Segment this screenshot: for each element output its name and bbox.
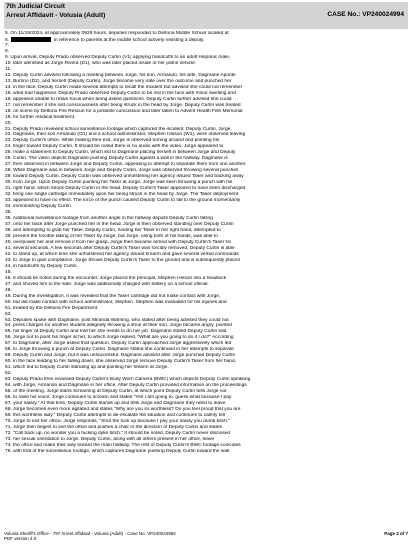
narrative-line: 36. Additional surveillance footage from another angle in the hallway depicts Deputy Curtin falling [5, 216, 213, 222]
narrative-line: 73. her sexual orientation to Jorge. Deputy Curtin, along with all others present in her office, leave [5, 436, 215, 442]
narrative-line: 57. to Dagmarie, after Jorge asked that question, Deputy Curtin approached Jorge aggressively which led [5, 341, 232, 347]
narrative-line: 54. press charges for another student allegedly throwing a shoe at their son, Jorge became angry, pointed [5, 323, 232, 329]
narrative-line: 74. the office and make their way toward the main hallway. The rest of Deputy Curtin's BWC footage coincides [5, 442, 241, 448]
narrative-line: 58. to Jorge throwing a punch at Deputy Curtin. Dagmarie stated she continued in her attempts to separate [5, 347, 234, 353]
narrative-line: 7. [5, 42, 10, 48]
narrative-line: 14. in the face. Deputy Curtin made several attempts to recall the incident but advised she could not remember [5, 84, 243, 90]
narrative-line: 72. "Call back up, no wonder you a fucking dyke bitch." It should be noted, Deputy Curtin never disclosed [5, 430, 231, 436]
redaction-block [11, 37, 51, 42]
narrative-line: 21. Deputy Prado reviewed school surveillance footage which captured the incident. Deputy Curtin, Jorge, [5, 126, 232, 132]
narrative-line: 46. It should be noted during the encounter, Jorge placed the principal, Stephen Hinson into a headlock [5, 275, 227, 281]
narrative-line: 6. in reference to parents at the middle school actively resisting a deputy. [5, 37, 205, 43]
narrative-line: 16. appeared unable to retain focus when being asked questions. Deputy Curtin further advised she could [5, 96, 232, 102]
narrative-line: 75. with that of the surveillance footage, which captures Dagmarie pushing Deputy Curtin toward the wall [5, 448, 230, 454]
page-number: Page 2 of 7 [384, 531, 408, 536]
narrative-line: 56. Jorge not to point his finger at her, to which Jorge replied, "What are you going to do if I do?" According [5, 335, 234, 341]
narrative-line: 28. While Dagmarie was in between Jorge and Deputy Curtin, Jorge was observed throwing several punches [5, 168, 239, 174]
narrative-line: 19. for further medical treatment. [5, 114, 76, 120]
narrative-line: 22. Dagmarie, their son Armando (O1) and a school administrator, Stephen Hinson (W1), were observed leaving [5, 132, 246, 138]
narrative-line: 13. Burrino (D2), and herself (Deputy Curtin), Jorge became very irate over the outcome and punched her [5, 78, 232, 84]
footer-source: Volusia Sheriff's Office - 797 Arrest Affidavit - Volusia (Adult) - Case No. VP240024994 [4, 531, 176, 536]
document-header [4, 2, 408, 29]
narrative-line: 53. Deputies spoke with Dagmarie, post Miranda Warning, who stated after being advised they could not [5, 317, 229, 323]
narrative-line: 10. later identified as Jorge Rivera (D1), who was later placed inside of her patrol vehicle. [5, 60, 197, 66]
narrative-line: 39. prevent the forcible taking of her Taser by Jorge, but Jorge, using both of his hands, was able to [5, 233, 218, 239]
narrative-line: 60. in the face leading to her falling down, she observed Jorge remove Deputy Curtin's Taser from her hand, [5, 359, 237, 365]
narrative-line: 67. your salary." At that time, Deputy Curtin stands up and tells Jorge and Dagmarie they need to leave. [5, 401, 227, 407]
narrative-line: 27. then observed in between Jorge and Deputy Curtin, appearing to attempt to separate them from one another. [5, 162, 247, 168]
narrative-line: 66. to raise his voice. Jorge continues to scream and states "Yes I am going to, guess what because I pay [5, 395, 232, 401]
case-number: CASE No.: VP240024994 [327, 11, 404, 18]
narrative-line: 48. [5, 287, 12, 293]
narrative-line: 12. Deputy Curtin advised following a meeting between Jorge, his son, Armando, his wife, Dagmarie Aponte [5, 72, 236, 78]
narrative-line: 9. Upon arrival, Deputy Prado observed Deputy Curtin (V1) applying handcuffs to an adult Hispanic male, [5, 54, 231, 60]
narrative-line: 68. Jorge becomes even more agitated and states "Why are you so worthless? Do you feel proud that you are [5, 407, 241, 413]
document-footer [4, 531, 408, 541]
narrative-line: 18. on scene by Deltona Fire Rescue for a possible concussion and later taken to Advent Health Fish Memorial [5, 108, 243, 114]
narrative-line: 32. firing one single cartridge immediately upon her being struck in the head by Jorge. The Taser deployment [5, 192, 238, 198]
narrative-line: 61. which led to Deputy Curtin standing up and pointing her firearm at Jorge. [5, 365, 169, 371]
narrative-line: 42. to stand up, at which time she unholstered her agency issued firearm and gave several verbal commands [5, 251, 239, 257]
narrative-line: 11. [5, 66, 12, 72]
narrative-line: 35. [5, 210, 12, 216]
document-title: Arrest Affidavit - Volusia (Adult) [6, 12, 106, 19]
narrative-line: 15. what had happened. Deputy Prado observed Deputy Curtin to be red in the face with minor swelling and [5, 90, 236, 96]
narrative-line: 29. toward Deputy Curtin. Deputy Curtin was observed unholstering her agency issued Taser and backing away [5, 174, 244, 180]
narrative-line: 41. several seconds. A few seconds after Deputy Curtin's Taser was forcibly removed, Deputy Curtin is able [5, 245, 235, 251]
narrative-line: 44. in handcuffs by Deputy Curtin. [5, 263, 78, 269]
narrative-line: 30. from Jorge. Upon Deputy Curtin pointing her Taser at Jorge, Jorge was seen throwing a punch with his [5, 180, 233, 186]
narrative-line: 24. finger toward Deputy Curtin. It should be noted there is no audio with the video. Jorge appeared to [5, 144, 224, 150]
narrative-line: 63. Deputy Prado then reviewed Deputy Curtin's Body Worn Camera (BWC) which depicts Deputy Curtin speaking [5, 377, 251, 383]
narrative-line: 17. not remember if she lost consciousness after being struck in the head by Jorge. Deputy Curtin was treated [5, 102, 241, 108]
narrative-line: 5. On 11/19/2024, at approximately 0929 hours, deputies responded to Deltona Middle School located at [5, 31, 229, 36]
narrative-line: 65. of the meeting, Jorge starts screaming at Deputy Curtin, at which point Deputy Curtin tells Jorge not [5, 389, 227, 395]
footer-version: PDF version 4.0 [4, 536, 37, 542]
narrative-line: 70. Jorge to exit her office. Jorge responds, "Shut the fuck up because I pay your salary you dumb bitch." [5, 418, 230, 424]
narrative-line: 8. [5, 48, 10, 54]
narrative-line: 51. treated by the Deltona Fire Department. [5, 305, 99, 311]
narrative-line: 50. but did make contact with school administrator, Stephen. Stephen was evaluated for his injuries and [5, 299, 227, 305]
narrative-line: 49. During the investigation, it was revealed that the Taser cartridge did not make contact with Jorge, [5, 293, 221, 299]
narrative-line: 25. make a statement to Deputy Curtin, which led to Dagmarie placing herself in between Jorge and Deputy [5, 150, 236, 156]
narrative-line: 34. immobilizing Deputy Curtin. [5, 204, 73, 210]
narrative-line: 62. [5, 371, 12, 377]
narrative-line: 69. this worthless lady." Deputy Curtin attempts to de-escalate the situation and continues to calmly tell [5, 413, 225, 418]
narrative-line: 52. [5, 311, 12, 317]
narrative-line: 26. Curtin. The video depicts Dagmarie pushing Deputy Curtin against a wall in the hallway. Dagmarie is [5, 156, 228, 162]
narrative-line: 64. with Jorge, Armando and Dagmarie in her office. After Deputy Curtin provided information on the proceedings [5, 383, 247, 389]
narrative-line: 33. appeared to have no effect. The force of the punch caused Deputy Curtin to fall to the ground momentarily [5, 198, 241, 204]
narrative-line: 23. Deputy Curtin's office. While making their exit, Jorge is observed turning around and pointing his [5, 138, 220, 144]
narrative-line: 59. Deputy Curtin and Jorge, but it was unsuccessful. Dagmarie advised after Jorge punched Deputy Curtin [5, 353, 236, 359]
narrative-line: 43. to Jorge to gain compliance. Jorge throws Deputy Curtin's Taser to the ground and is subsequently placed [5, 257, 240, 263]
narrative-line: 40. overpower her and remove it from her grasp. Jorge then became armed with Deputy Curtin's Taser for [5, 239, 232, 245]
narrative-lines [5, 31, 409, 455]
narrative-line: 20. [5, 120, 12, 126]
narrative-line: 45. [5, 269, 12, 275]
narrative-line: 37. onto her back after Jorge punched her in the head. Jorge is then observed standing over Deputy Curtin [5, 222, 234, 227]
narrative-line: 71. Jorge then begins to exit the office and pushes a chair in the direction of Deputy Curtin and states [5, 424, 222, 430]
narrative-line: 31. right hand, which struck Deputy Curtin in the head. Deputy Curtin's Taser appeared to have been discharged [5, 186, 246, 192]
narrative-line: 47. and shoved him to the side. Jorge was additionally charged with battery on a school official. [5, 281, 209, 287]
court-name: 7th Judicial Circuit [6, 3, 65, 10]
narrative-line: 55. his finger at Deputy Curtin and told her she needs to do her job. Dagmarie stated Deputy Curtin told [5, 329, 227, 335]
narrative-line: 38. and attempting to grab her Taser. Deputy Curtin, holding her Taser in her right hand, attempted to [5, 227, 221, 233]
